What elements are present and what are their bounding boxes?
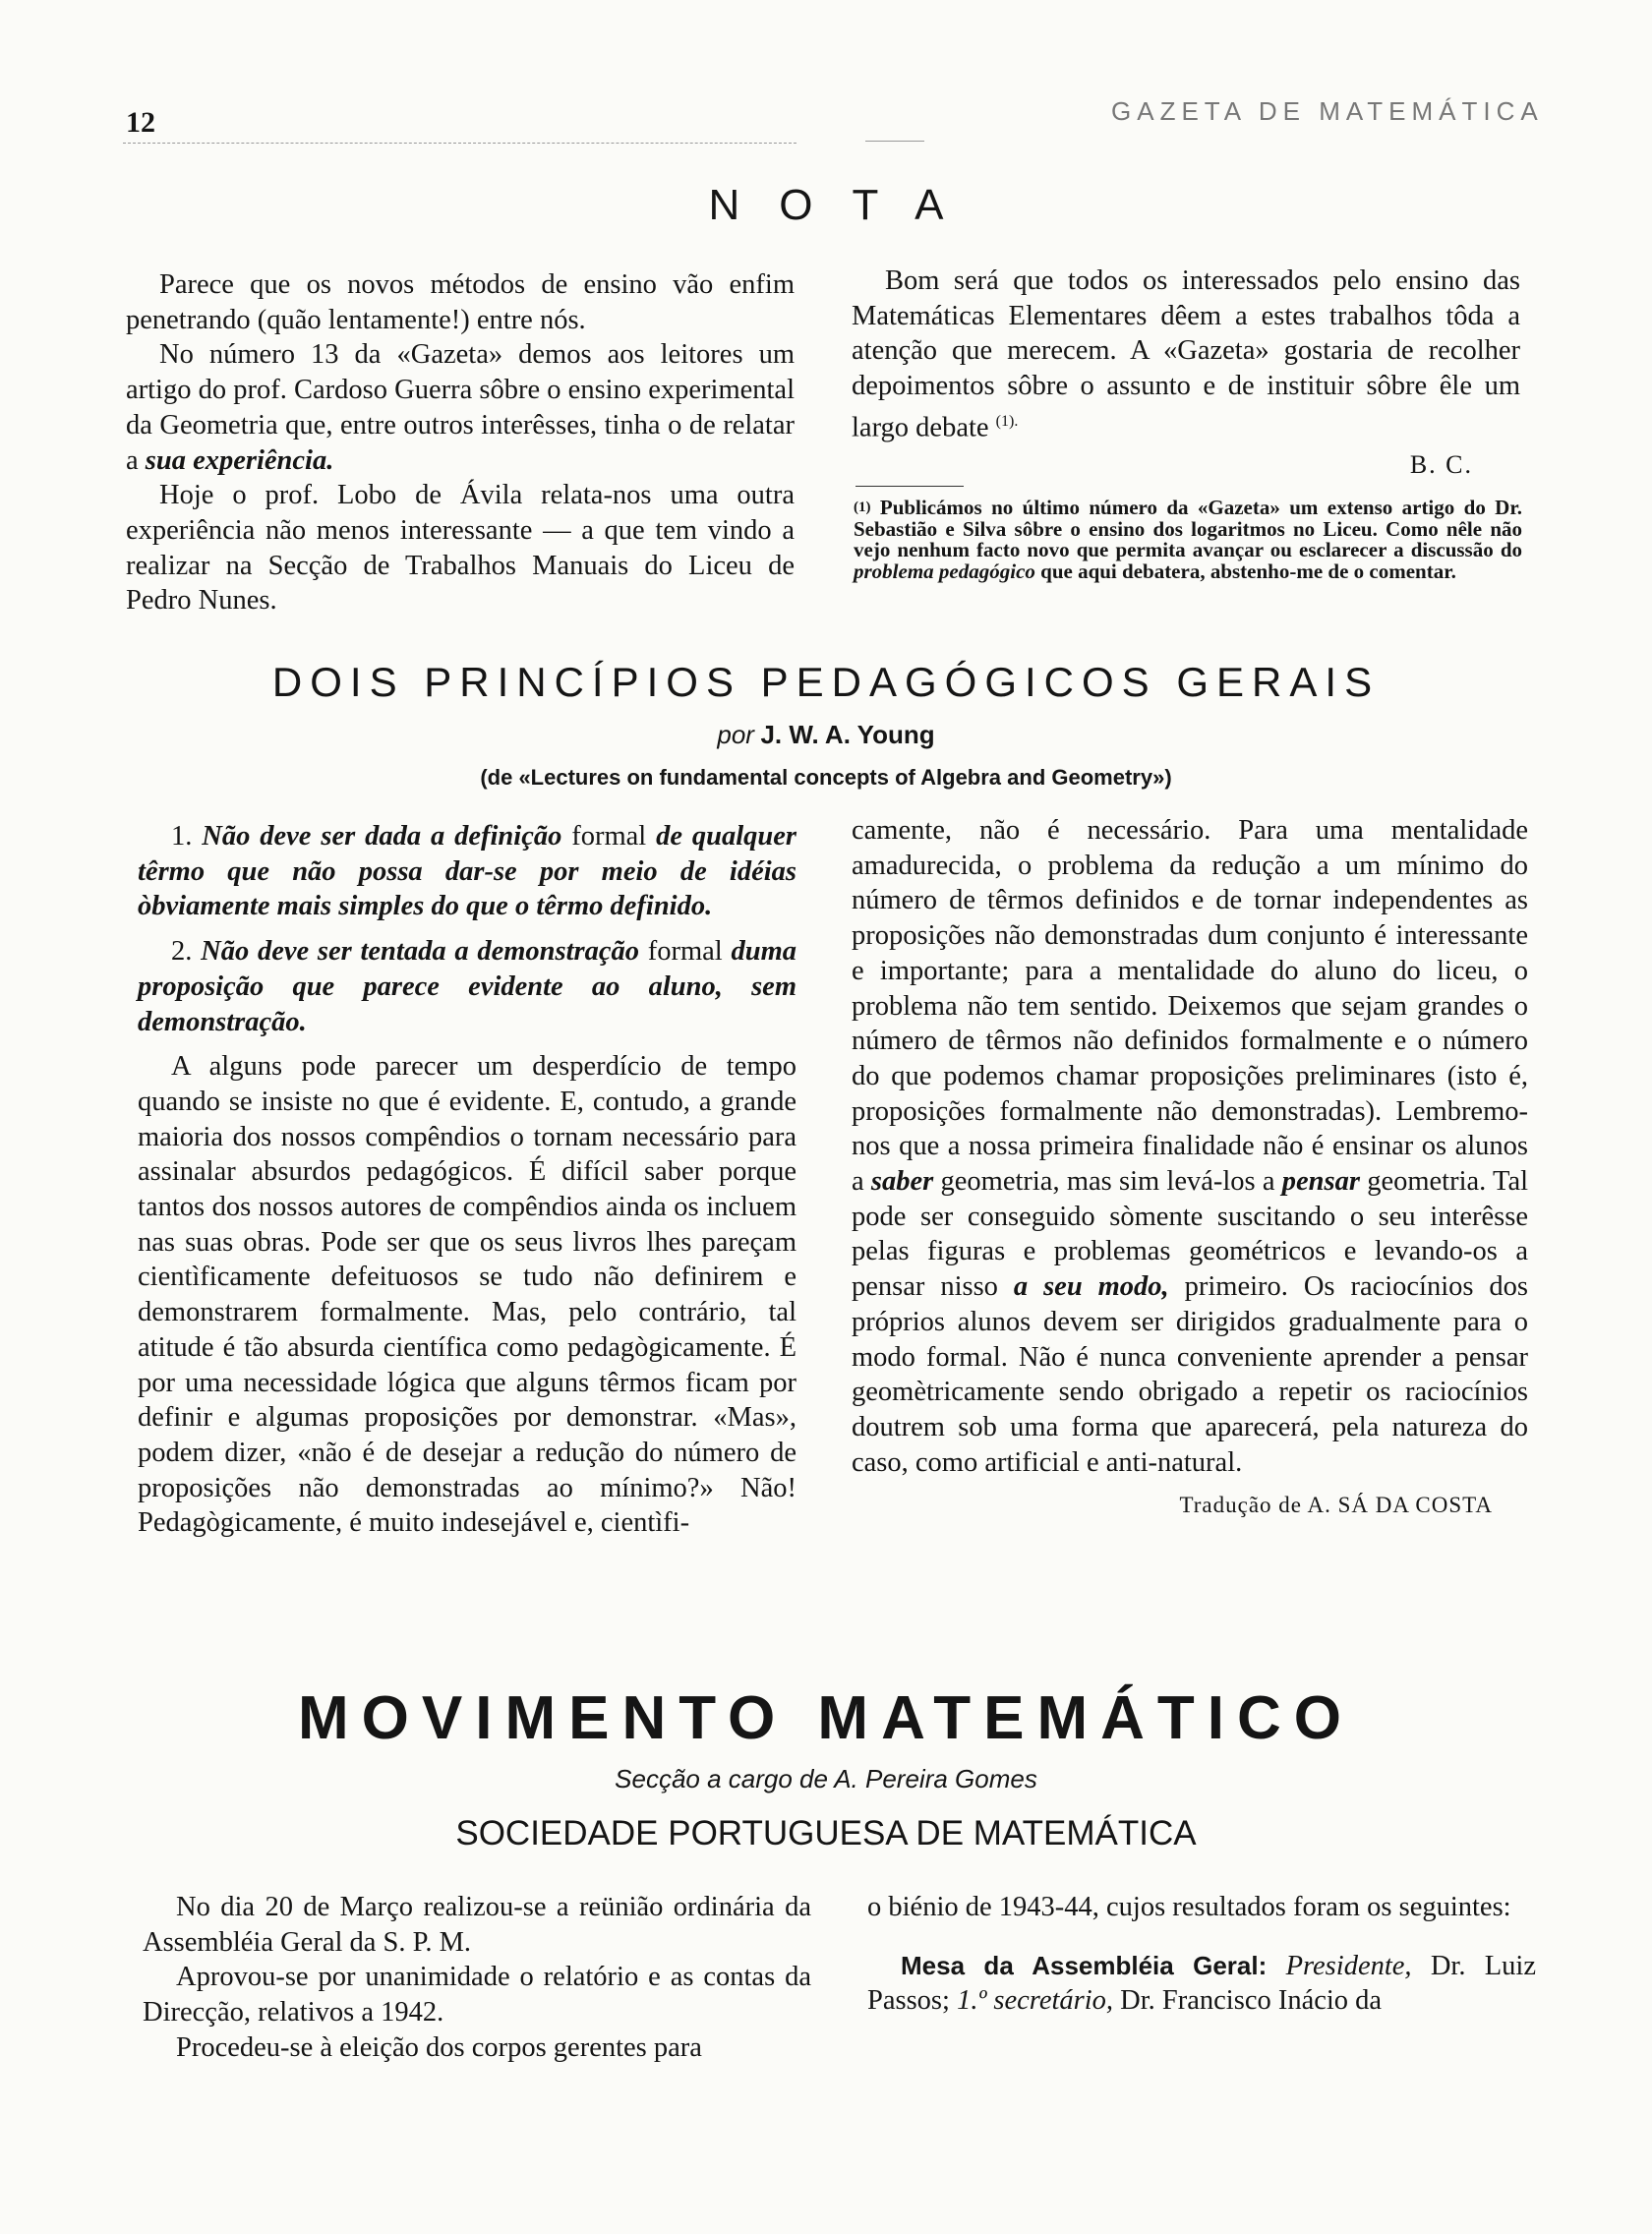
footnote-number: (1) [854, 500, 871, 515]
nota-paragraph: Bom será que todos os interessados pelo ensino das Matemáticas Elementares dêem a estes trabalhos tôda a atenção que merecem. A «Gazeta» gostaria de recolher depoimentos sôbre o assunto e de instituir sôbre êle um largo debate $^{(1).}$ [852, 265, 1520, 443]
nota-signature: B. C. [1409, 450, 1473, 480]
article-author: J. W. A. Young [760, 720, 935, 749]
header-rule-short [865, 141, 924, 142]
nota-emphasis: sua experiência. [145, 444, 334, 476]
article-paragraph: A alguns pode parecer um desperdício de tempo quando se insiste no que é evidente. E, contudo, a grande maioria dos nossos compêndios o tornam necessário para assinalar absurdos pedagógicos. É difícil saber porque tantos dos nossos autores de compêndios ainda os incluem nas suas obras. Pode ser que os seus livros lhes pareçam cientìficamente defeituosos se tudo não definirem e demonstrarem formalmente. Mas, pelo contrário, tal atitude é tão absurda científica como pedagògicamente. É por uma necessidade lógica que alguns têrmos ficam por definir e algumas proposições por demonstrar. «Mas», podem dizer, «não é de desejar a redução do número de proposições não demonstradas ao mínimo?» Não! Pedagògicamente, é muito indesejável e, cientìfi- [138, 1051, 796, 1539]
article-source: (de «Lectures on fundamental concepts of Algebra and Geometry») [480, 765, 1172, 790]
page-number: 12 [126, 106, 155, 139]
movimento-paragraph: Aprovou-se por unanimidade o relatório e as contas da Direcção, relativos a 1942. [143, 1962, 811, 2028]
nota-right-column [852, 264, 1520, 483]
mesa-paragraph: Mesa da Assembléia Geral: Presidente, Dr. Luiz Passos; 1.º secretário, Dr. Francisco Inácio da [867, 1950, 1536, 2017]
article-left-column [138, 819, 796, 1541]
nota-paragraph: Parece que os novos métodos de ensino vão enfim penetrando (quão lentamente!) entre nós. [126, 269, 795, 335]
footnote-rule [856, 486, 964, 487]
movimento-left-column [143, 1890, 811, 2066]
section-title: MOVIMENTO MATEMÁTICO [298, 1684, 1354, 1752]
section-note: Secção a cargo de A. Pereira Gomes [615, 1764, 1037, 1793]
article-right-column [852, 813, 1528, 1523]
header-rule [123, 143, 796, 144]
running-title: GAZETA DE MATEMÁTICA [1111, 96, 1544, 126]
article-title: DOIS PRINCÍPIOS PEDAGÓGICOS GERAIS [271, 659, 1381, 705]
society-heading: SOCIEDADE PORTUGUESA DE MATEMÁTICA [455, 1814, 1197, 1852]
article-paragraph: camente, não é necessário. Para uma mentalidade amadurecida, o problema da redução a um mínimo do número de têrmos definidos e de tornar independentes as proposições não demonstradas dum conjunto é interessante e importante; para a mentalidade do aluno do liceu, o problema não tem sentido. Deixemos que sejam grandes o número de têrmos não definidos formalmente e o número do que podemos chamar proposições preliminares (isto é, proposições formalmente não demonstradas). Lembremo-nos que a nossa primeira finalidade não é ensinar os alunos a saber geometria, mas sim levá-los a pensar geometria. Tal pode ser conseguido sòmente suscitando o seu interêsse pelas figuras e problemas geométricos e levando-os a pensar nisso a seu modo, primeiro. Os raciocínios dos próprios alunos devem ser dirigidos gradualmente para o modo formal. Não é nunca conveniente aprender a pensar geomètricamente sendo obrigado a repetir os raciocínios doutrem sob uma forma que aparecerá, pela natureza do caso, como artificial e anti-natural. [852, 815, 1529, 1478]
movimento-paragraph: o biénio de 1943-44, cujos resultados foram os seguintes: [867, 1892, 1511, 1922]
article-byline: por J. W. A. Young [717, 720, 935, 749]
nota-left-column [126, 267, 795, 618]
principle-2: 2. Não deve ser tentada a demonstração formal duma proposição que parece evidente ao aluno, sem demonstração. [138, 936, 796, 1037]
nota-title: NOTA [708, 181, 983, 229]
translator-name: A. SÁ DA COSTA [1307, 1493, 1493, 1518]
footnote: $^{(1)}$ Publicámos no último número da «Gazeta» um extenso artigo do Dr. Sebastião e Silva sôbre o ensino dos logaritmos no Liceu. Como nêle não vejo nenhum facto novo que permita avançar ou esclarecer a discussão do problema pedagógico que aqui debatera, abstenho-me de o comentar. [854, 496, 1522, 583]
nota-paragraph: No número 13 da «Gazeta» demos aos leitores um artigo do prof. Cardoso Guerra sôbre o ensino experimental da Geometria que, entre outros interêsses, tinha o de relatar a sua experiência. [126, 339, 795, 476]
mesa-label: Mesa da Assembléia Geral [901, 1950, 1259, 1980]
footnote-marker: (1). [995, 412, 1019, 430]
movimento-paragraph: Procedeu-se à eleição dos corpos gerentes para [176, 2031, 702, 2063]
translation-credit: Tradução de A. SÁ DA COSTA [1179, 1493, 1493, 1518]
principle-1: 1. Não deve ser dada a definição formal de qualquer têrmo que não possa dar-se por meio de idéias òbviamente mais simples do que o têrmo definido. [138, 821, 797, 922]
movimento-right-column [867, 1890, 1536, 2019]
movimento-paragraph: No dia 20 de Março realizou-se a reünião ordinária da Assembléia Geral da S. P. M. [143, 1892, 811, 1958]
nota-paragraph: Hoje o prof. Lobo de Ávila relata-nos uma outra experiência não menos interessante — a que tem vindo a realizar na Secção de Trabalhos Manuais do Liceu de Pedro Nunes. [126, 480, 795, 617]
